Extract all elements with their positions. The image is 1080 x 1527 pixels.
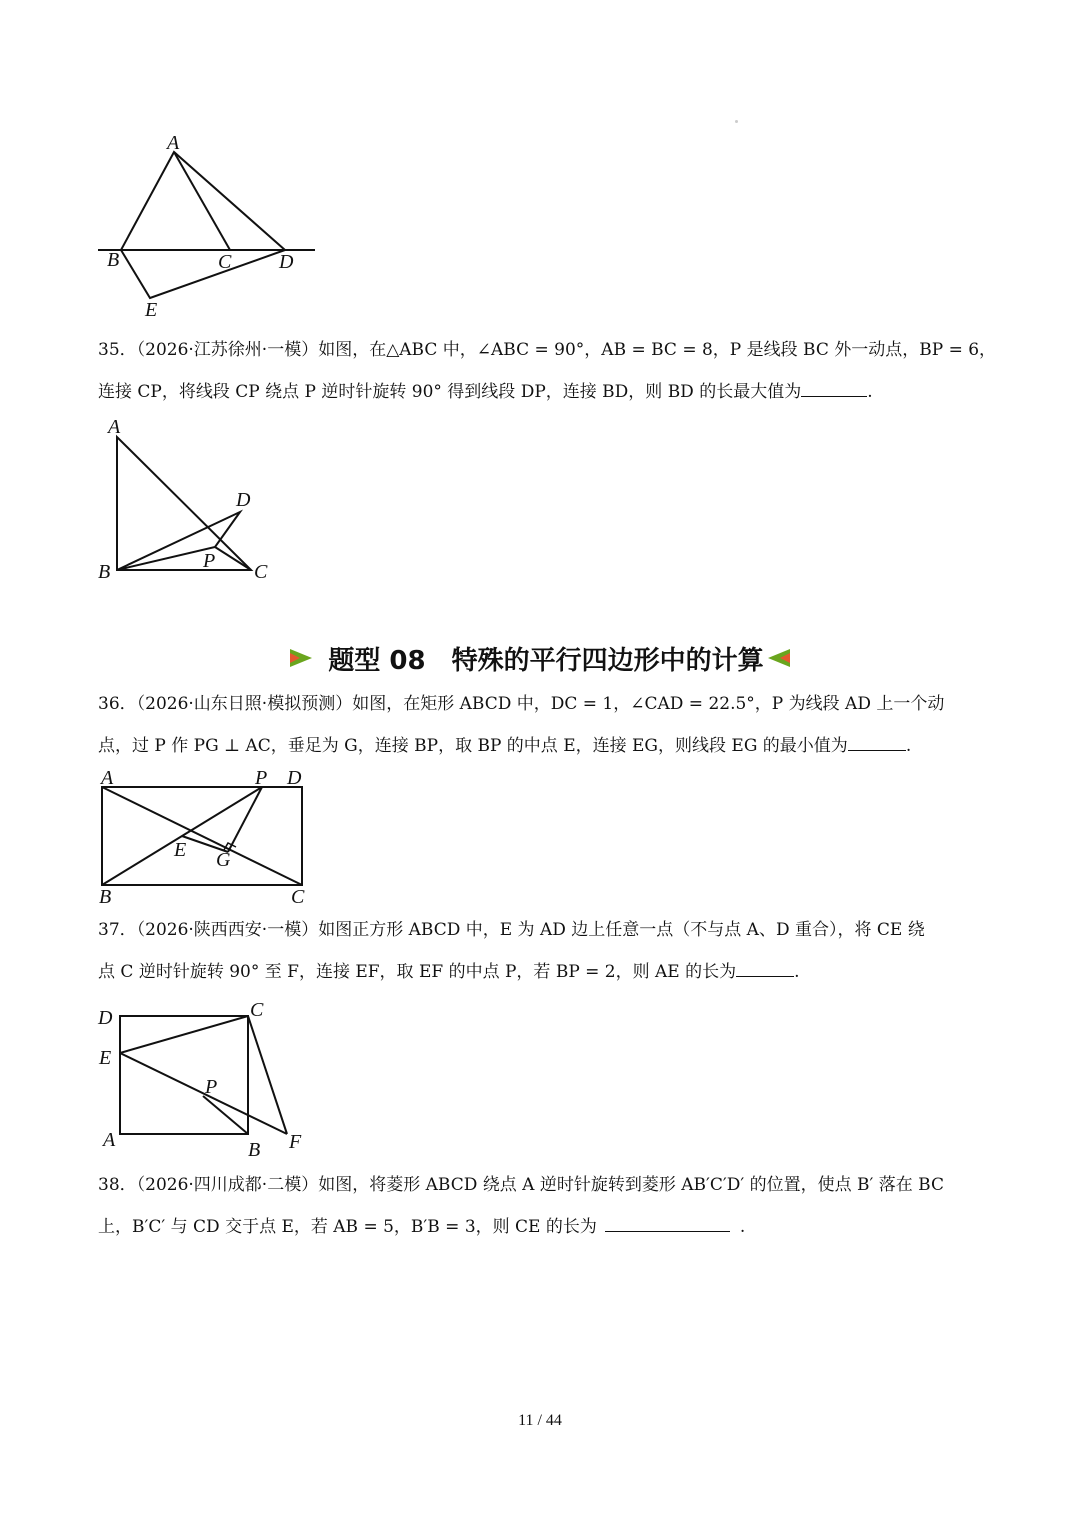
question-35 — [98, 329, 997, 413]
question-38 — [98, 1164, 983, 1248]
question-37 — [98, 909, 983, 993]
arrow-right-icon — [286, 647, 316, 669]
label-a: A — [101, 767, 114, 789]
label-a: A — [167, 132, 180, 154]
figure-q37 — [95, 995, 320, 1165]
section-subtitle: 特殊的平行四边形中的计算 — [451, 645, 764, 676]
figure-q36 — [95, 765, 320, 910]
label-d: D — [279, 251, 294, 273]
segment-pc — [215, 547, 251, 570]
diagonal-ac — [102, 787, 302, 885]
label-b: B — [98, 561, 111, 583]
label-p: P — [255, 767, 268, 789]
label-c: C — [250, 999, 264, 1021]
label-g: G — [216, 849, 231, 871]
triangle-abc — [117, 437, 251, 570]
label-a: A — [103, 1129, 116, 1151]
label-b: B — [107, 249, 120, 271]
label-b: B — [248, 1139, 261, 1161]
answer-blank[interactable] — [848, 749, 906, 751]
label-d: D — [236, 489, 251, 511]
section-title: 题型 08 — [328, 645, 426, 676]
answer-blank[interactable] — [736, 975, 794, 977]
label-a: A — [108, 416, 121, 438]
label-f: F — [289, 1131, 302, 1153]
section-heading — [0, 636, 1080, 680]
speck — [735, 120, 738, 123]
label-b: B — [99, 886, 112, 908]
q37-line1: 37．（2026·陕西西安·一模）如图正方形 ABCD 中，E 为 AD 边上任意一点（不与点 A、D 重合），将 CE 绕 — [98, 920, 925, 940]
q38-line1: 38．（2026·四川成都·二模）如图，将菱形 ABCD 绕点 A 逆时针旋转到菱形 AB′C′D′ 的位置，使点 B′ 落在 BC — [98, 1175, 944, 1195]
label-c: C — [218, 251, 232, 273]
triangle-bed — [121, 250, 285, 298]
page-number: 11 / 44 — [518, 1412, 562, 1429]
label-c: C — [254, 561, 268, 583]
label-e: E — [174, 839, 187, 861]
question-36 — [98, 683, 983, 767]
label-e: E — [99, 1047, 112, 1069]
q37-line2: 点 C 逆时针旋转 90° 至 F，连接 EF，取 EF 的中点 P，若 BP = 2，则 AE 的长为 . — [98, 962, 800, 982]
arrow-left-icon — [764, 647, 794, 669]
label-p: P — [205, 1076, 218, 1098]
q36-line1: 36．（2026·山东日照·模拟预测）如图，在矩形 ABCD 中，DC = 1，∠CAD = 22.5°，P 为线段 AD 上一个动 — [98, 694, 945, 714]
q35-line2: 连接 CP，将线段 CP 绕点 P 逆时针旋转 90° 得到线段 DP，连接 BD，则 BD 的长最大值为 . — [98, 382, 873, 402]
figure-q34 — [95, 132, 325, 325]
label-p: P — [203, 550, 216, 572]
segment-ec — [120, 1016, 248, 1053]
segment-ef — [120, 1053, 287, 1134]
q38-line2: 上，B′C′ 与 CD 交于点 E，若 AB = 5，B′B = 3，则 CE 的长为 . — [98, 1217, 746, 1237]
segment-pb — [203, 1096, 248, 1134]
q35-line1: 35．（2026·江苏徐州·一模）如图，在△ABC 中，∠ABC = 90°，AB = BC = 8，P 是线段 BC 外一动点，BP = 6， — [98, 340, 997, 360]
answer-blank[interactable] — [605, 1230, 730, 1232]
q36-line2: 点，过 P 作 PG ⊥ AC，垂足为 G，连接 BP，取 BP 的中点 E，连接 EG，则线段 EG 的最小值为 . — [98, 736, 912, 756]
label-d: D — [98, 1007, 113, 1029]
label-e: E — [145, 299, 158, 321]
answer-blank[interactable] — [801, 395, 867, 397]
label-c: C — [291, 886, 305, 908]
segment-cf — [248, 1016, 287, 1134]
label-d: D — [287, 767, 302, 789]
figure-q35 — [95, 415, 285, 590]
segment-ac — [174, 152, 230, 250]
